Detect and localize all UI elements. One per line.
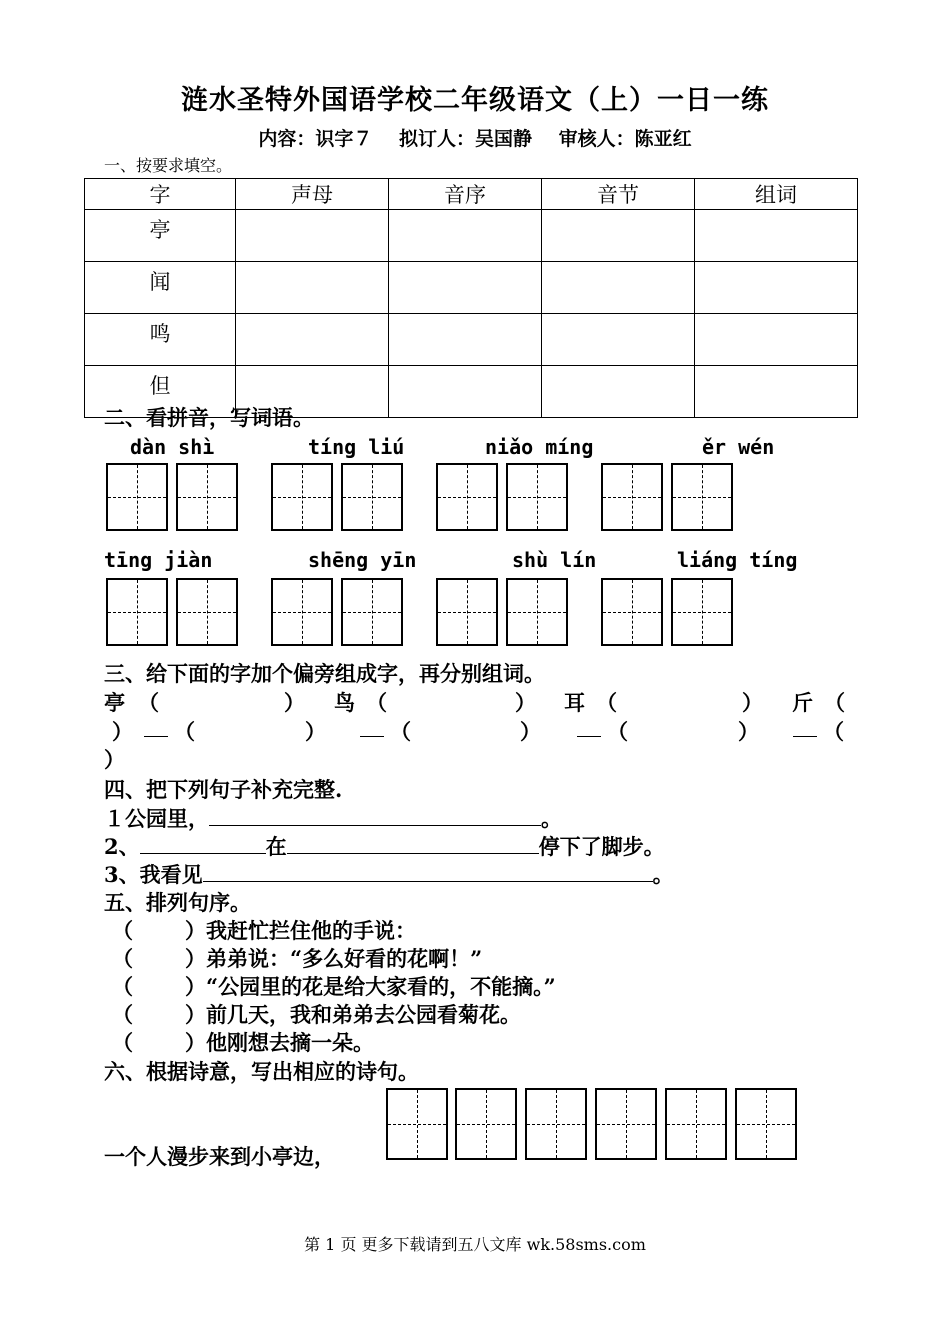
order-text: 他刚想去摘一朵。 (206, 1030, 374, 1055)
content-label: 内容：识字７ (258, 128, 373, 150)
pinyin-label: shù lín (512, 548, 597, 572)
writing-box[interactable] (671, 578, 733, 646)
page-footer: 第 1 页 更多下载请到五八文库 wk.58sms.com (304, 1235, 646, 1254)
writing-box[interactable] (665, 1088, 727, 1160)
close-paren: ） (305, 719, 326, 744)
writing-box[interactable] (106, 463, 168, 531)
pinyin-label: ěr wén (702, 435, 775, 459)
pinyin-label: shēng yīn (308, 548, 417, 572)
close-paren: ） (185, 974, 206, 999)
answer-cell[interactable] (236, 262, 389, 314)
sentence-suffix: 。 (541, 806, 562, 831)
open-paren: （ (112, 1002, 133, 1027)
answer-cell[interactable] (236, 210, 389, 262)
table-header-cell: 音节 (542, 179, 695, 210)
radical-char: 耳 (564, 690, 585, 715)
writing-box[interactable] (386, 1088, 448, 1160)
answer-cell[interactable] (542, 210, 695, 262)
writing-box[interactable] (341, 463, 403, 531)
pinyin-label: liáng tíng (677, 548, 798, 572)
section5-heading: 五、排列句序。 (104, 890, 251, 915)
close-paren: ） (185, 946, 206, 971)
close-paren: ） (742, 690, 763, 715)
pinyin-label: niǎo míng (485, 435, 594, 459)
answer-cell[interactable] (389, 314, 542, 366)
sentence-prefix: 3、我看见 (104, 862, 203, 887)
answer-cell[interactable] (389, 262, 542, 314)
order-text: “公园里的花是给大家看的，不能摘。” (206, 974, 556, 999)
writing-box[interactable] (671, 463, 733, 531)
close-paren: ） (112, 719, 133, 744)
writing-box[interactable] (436, 578, 498, 646)
sentence-prefix: １公园里， (104, 806, 209, 831)
section4-heading: 四、把下列句子补充完整. (104, 777, 343, 802)
answer-cell[interactable] (542, 314, 695, 366)
answer-cell[interactable] (389, 366, 542, 418)
table-row (85, 314, 858, 366)
pinyin-label: tíng liú (308, 435, 405, 459)
radical-char: 鸟 (334, 690, 355, 715)
section1-heading: 一、按要求填空。 (104, 156, 233, 175)
table-char-cell: 鸣 (85, 314, 236, 366)
writing-box[interactable] (506, 578, 568, 646)
close-paren: ） (520, 719, 541, 744)
section6-heading: 六、根据诗意，写出相应的诗句。 (104, 1059, 419, 1084)
table-row (85, 210, 858, 262)
open-paren: （ (390, 719, 411, 744)
author-label: 拟订人：吴国静 (398, 128, 532, 150)
open-paren: （ (824, 690, 845, 715)
section2-heading: 二、看拼音，写词语。 (104, 405, 314, 430)
writing-box[interactable] (176, 578, 238, 646)
answer-cell[interactable] (542, 262, 695, 314)
table-char-cell: 闻 (85, 262, 236, 314)
table-row (85, 262, 858, 314)
page-subtitle (0, 124, 950, 151)
order-text: 我赶忙拦住他的手说： (206, 918, 416, 943)
open-paren: （ (366, 690, 387, 715)
answer-cell[interactable] (695, 210, 858, 262)
open-paren: （ (112, 974, 133, 999)
writing-box[interactable] (271, 463, 333, 531)
sentence-3 (104, 859, 674, 889)
order-item (112, 1027, 374, 1057)
answer-blank[interactable] (203, 859, 653, 882)
close-paren: ） (185, 918, 206, 943)
open-paren: （ (607, 719, 628, 744)
answer-cell[interactable] (236, 314, 389, 366)
reviewer-label: 审核人：陈亚红 (558, 128, 692, 150)
page-title: 涟水圣特外国语学校二年级语文（上）一日一练 (181, 85, 769, 116)
table-header-cell: 声母 (236, 179, 389, 210)
writing-box[interactable] (271, 578, 333, 646)
open-paren: （ (174, 719, 195, 744)
poem-prompt: 一个人漫步来到小亭边， (104, 1144, 335, 1169)
open-paren: （ (596, 690, 617, 715)
open-paren: （ (823, 719, 844, 744)
close-paren: ） (738, 719, 759, 744)
open-paren: （ (112, 1030, 133, 1055)
table-header-cell: 组词 (695, 179, 858, 210)
order-item (112, 943, 482, 973)
writing-box[interactable] (595, 1088, 657, 1160)
sentence-prefix: 2、 (104, 834, 140, 859)
open-paren: （ (112, 946, 133, 971)
writing-box[interactable] (525, 1088, 587, 1160)
answer-blank[interactable] (140, 831, 266, 854)
order-text: 前几天，我和弟弟去公园看菊花。 (206, 1002, 521, 1027)
writing-box[interactable] (436, 463, 498, 531)
answer-cell[interactable] (695, 314, 858, 366)
answer-blank[interactable] (360, 736, 384, 737)
sentence-mid: 在 (265, 834, 287, 859)
radical-char: 斤 (792, 690, 813, 715)
answer-blank[interactable] (577, 736, 601, 737)
answer-cell[interactable] (542, 366, 695, 418)
answer-cell[interactable] (695, 366, 858, 418)
table-header-row (85, 179, 858, 210)
writing-box[interactable] (106, 578, 168, 646)
close-paren: ） (185, 1002, 206, 1027)
sentence-1 (104, 803, 562, 833)
answer-blank[interactable] (144, 736, 168, 737)
writing-box[interactable] (176, 463, 238, 531)
open-paren: （ (112, 918, 133, 943)
writing-box[interactable] (341, 578, 403, 646)
order-text: 弟弟说：“多么好看的花啊！” (206, 946, 483, 971)
close-paren: ） (104, 747, 125, 772)
table-char-cell: 亭 (85, 210, 236, 262)
order-item (112, 971, 556, 1001)
section3-heading: 三、给下面的字加个偏旁组成字，再分别组词。 (104, 661, 545, 686)
pinyin-label: tīng jiàn (104, 548, 213, 572)
open-paren: （ (138, 690, 159, 715)
answer-cell[interactable] (389, 210, 542, 262)
table-char-cell: 但 (85, 366, 236, 418)
table-header-cell: 字 (85, 179, 236, 210)
writing-box[interactable] (455, 1088, 517, 1160)
close-paren: ） (185, 1030, 206, 1055)
pinyin-label: dàn shì (130, 435, 215, 459)
writing-box[interactable] (735, 1088, 797, 1160)
answer-blank[interactable] (209, 803, 541, 826)
close-paren: ） (284, 690, 305, 715)
writing-box[interactable] (601, 463, 663, 531)
order-item (112, 999, 521, 1029)
close-paren: ） (515, 690, 536, 715)
sentence-2 (104, 831, 665, 861)
answer-cell[interactable] (695, 262, 858, 314)
answer-blank[interactable] (793, 736, 817, 737)
sentence-suffix: 停下了脚步。 (538, 834, 665, 859)
answer-blank[interactable] (287, 831, 539, 854)
sentence-suffix: 。 (652, 862, 674, 887)
writing-box[interactable] (506, 463, 568, 531)
table-header-cell: 音序 (389, 179, 542, 210)
radical-char: 亭 (104, 690, 125, 715)
order-item (112, 915, 416, 945)
fill-table (84, 178, 858, 418)
writing-box[interactable] (601, 578, 663, 646)
